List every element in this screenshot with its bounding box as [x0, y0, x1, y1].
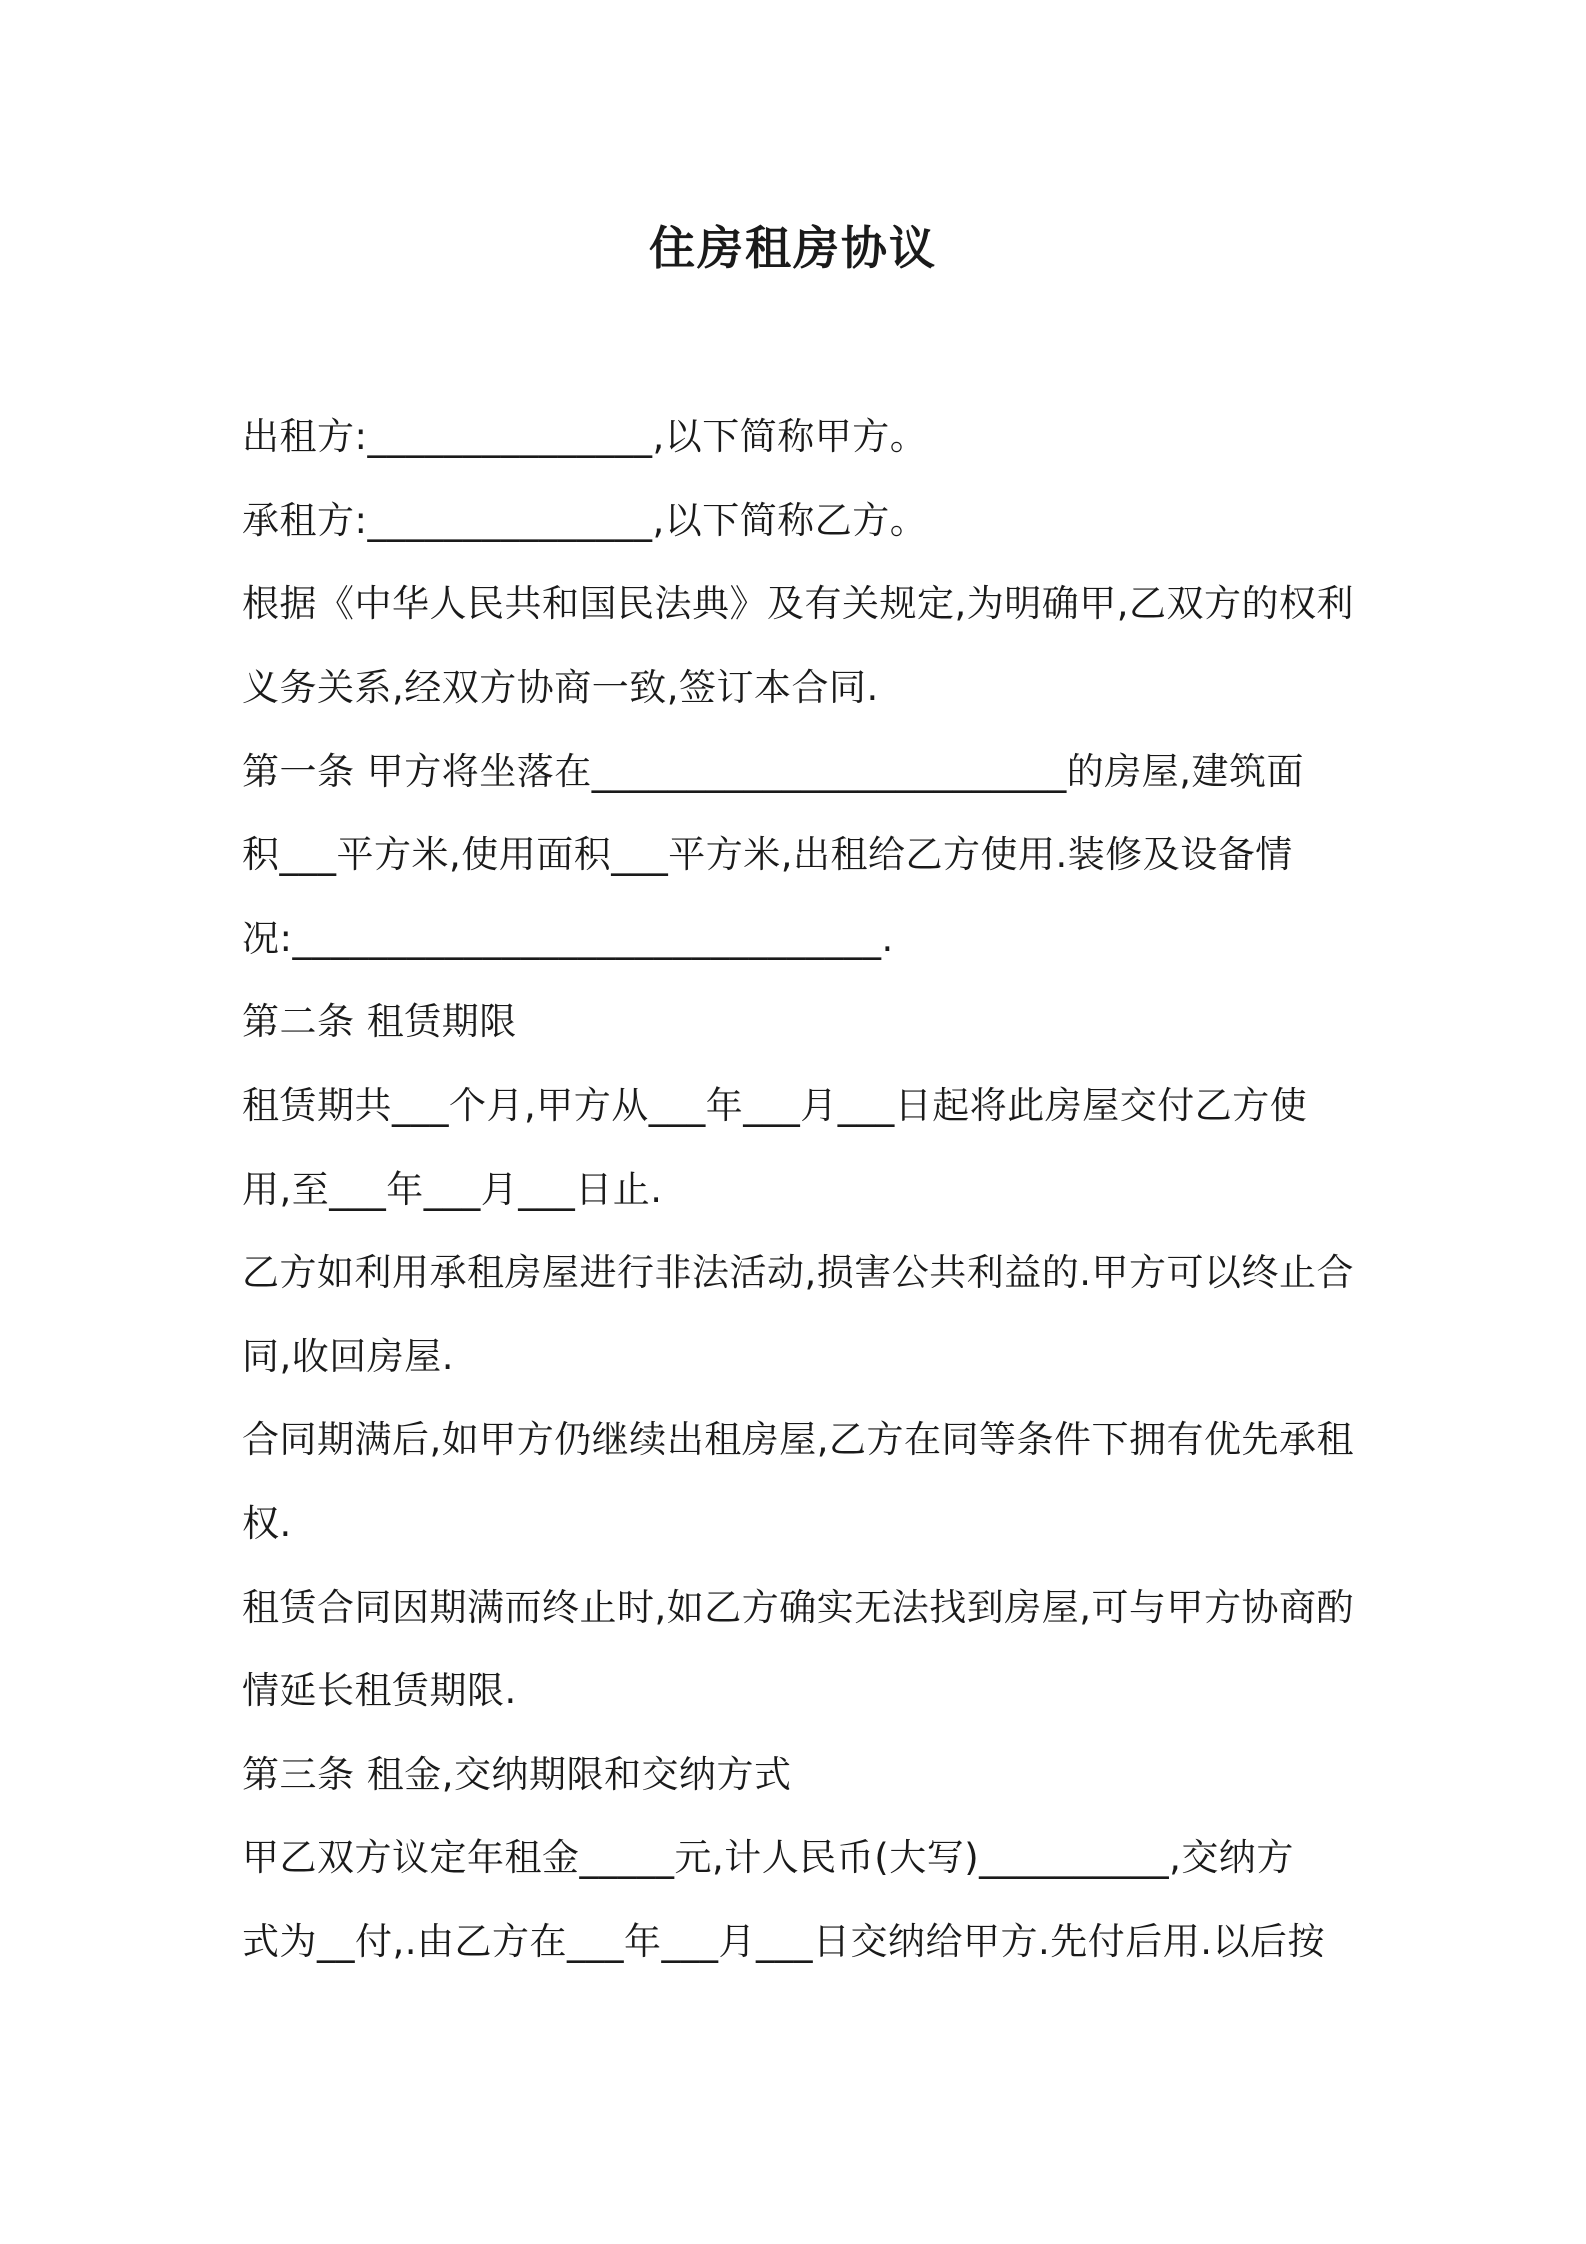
lessor-line: 出租方:_______________,以下简称甲方。: [242, 415, 928, 458]
preamble-line-1: 根据《中华人民共和国民法典》及有关规定,为明确甲,乙双方的权利: [242, 582, 1355, 625]
article-1-line-3: 况:_______________________________.: [242, 917, 894, 960]
article-3-line-1: 甲乙双方议定年租金_____元,计人民币(大写)__________,交纳方: [242, 1836, 1294, 1879]
preamble-line-2: 义务关系,经双方协商一致,签订本合同.: [242, 666, 879, 709]
article-2-line-1: 租赁期共___个月,甲方从___年___月___日起将此房屋交付乙方使: [242, 1084, 1308, 1127]
article-2-line-3: 乙方如利用承租房屋进行非法活动,损害公共利益的.甲方可以终止合: [242, 1251, 1355, 1294]
article-2-line-8: 情延长租赁期限.: [242, 1669, 517, 1712]
article-1-line-2: 积___平方米,使用面积___平方米,出租给乙方使用.装修及设备情: [242, 833, 1293, 876]
article-2-line-4: 同,收回房屋.: [242, 1335, 455, 1378]
article-2-line-5: 合同期满后,如甲方仍继续出租房屋,乙方在同等条件下拥有优先承租: [242, 1418, 1355, 1461]
article-2-line-6: 权.: [242, 1502, 292, 1545]
lessee-line: 承租方:_______________,以下简称乙方。: [242, 499, 928, 542]
article-2-line-2: 用,至___年___月___日止.: [242, 1168, 663, 1211]
article-3-heading: 第三条 租金,交纳期限和交纳方式: [242, 1753, 792, 1796]
article-2-line-7: 租赁合同因期满而终止时,如乙方确实无法找到房屋,可与甲方协商酌: [242, 1586, 1355, 1629]
article-3-line-2: 式为__付,.由乙方在___年___月___日交纳给甲方.先付后用.以后按: [242, 1920, 1326, 1963]
article-2-heading: 第二条 租赁期限: [242, 1000, 517, 1043]
document-title: 住房租房协议: [649, 221, 937, 275]
article-1-line-1: 第一条 甲方将坐落在_________________________的房屋,建筑面: [242, 750, 1305, 793]
